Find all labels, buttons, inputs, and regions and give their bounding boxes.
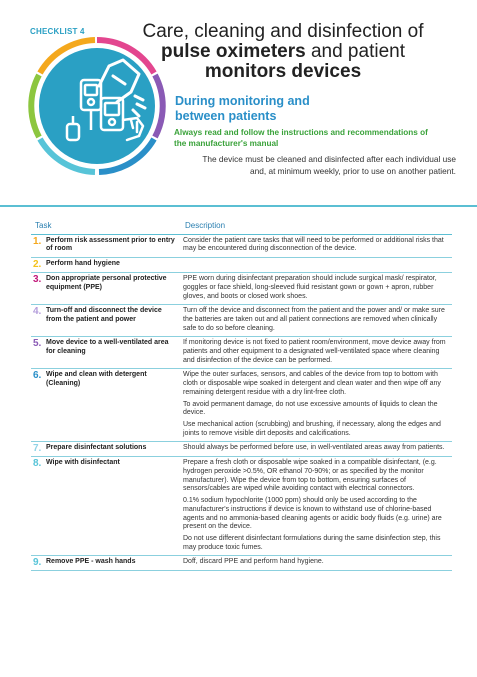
subtitle [175, 94, 375, 124]
task-name: Remove PPE - wash hands [46, 558, 136, 566]
task-cell [31, 369, 181, 442]
step-number: 4. [33, 306, 42, 318]
table-row [31, 457, 452, 556]
description-paragraph: Do not use different disinfectant formulations during the same disinfection step, this may produce toxic fumes. [183, 534, 441, 551]
description-cell [181, 273, 452, 305]
description-cell [181, 556, 452, 571]
description-paragraph: Turn off the device and disconnect from the patient and the power and/ or make sure the batteries are taken out and all patient connections are removed when clinically safe to do so before cleaning. [183, 307, 445, 332]
task-rows [31, 234, 452, 571]
step-number: 9. [33, 557, 42, 569]
task-column-header: Task [31, 220, 181, 234]
task-cell [31, 234, 181, 257]
description-paragraph: Wipe the outer surfaces, sensors, and cables of the device from top to bottom with cloth or disposable wipe soaked in detergent and clean water and then wipe off any remaining detergent residue with a dry lint-free cloth. [183, 371, 441, 396]
table-row [31, 369, 452, 442]
description-cell [181, 234, 452, 257]
task-name: Perform hand hygiene [46, 260, 120, 268]
task-cell [31, 442, 181, 457]
description-cell [181, 442, 452, 457]
table-header-row [31, 220, 452, 234]
subtitle-line-1: During monitoring and [175, 94, 310, 108]
task-cell [31, 258, 181, 273]
task-cell [31, 337, 181, 369]
task-name: Don appropriate personal protective equipment (PPE) [46, 275, 167, 291]
description-cell [181, 258, 452, 273]
table-row [31, 556, 452, 571]
step-number: 2. [33, 259, 42, 271]
title-rest-part: and patient [305, 41, 405, 62]
description-paragraph: Prepare a fresh cloth or disposable wipe soaked in a compatible disinfectant, (e.g. hydrogen peroxide >0.5%, OR ethanol 70-90%; or as specified by the monitor manufacturer). Wipe the device from top to bottom, ensuring surfaces of sensors/cables are wiped while avoiding contact with electrical connectors. [183, 459, 437, 493]
task-table [31, 220, 452, 571]
step-number: 6. [33, 370, 42, 382]
description-paragraph: If monitoring device is not fixed to patient room/environment, move device away from patients and other equipment to a designated well-ventilated space where cleaning and disinfection of the device can be performed. [183, 339, 446, 364]
description-paragraph: Use mechanical action (scrubbing) and brushing, if necessary, along the edges and joints to remove visible dirt deposits and calcifications. [183, 420, 441, 437]
task-name: Move device to a well-ventilated area for cleaning [46, 339, 169, 356]
title-bold-part: pulse oximeters [161, 41, 306, 62]
title-line-2 [118, 42, 448, 62]
task-cell [31, 273, 181, 305]
table-row [31, 337, 452, 369]
table-row [31, 258, 452, 273]
description-cell [181, 337, 452, 369]
subtitle-line-2: between patients [175, 109, 277, 123]
table-row [31, 305, 452, 337]
description-paragraph: Doff, discard PPE and perform hand hygiene. [183, 558, 324, 566]
cleaning-frequency-note [156, 154, 456, 177]
task-cell [31, 556, 181, 571]
task-name: Turn-off and disconnect the device from the patient and power [46, 307, 162, 323]
description-cell [181, 369, 452, 442]
table-row [31, 442, 452, 457]
step-number: 7. [33, 443, 42, 455]
title-line-3: monitors devices [204, 61, 362, 82]
description-cell [181, 457, 452, 556]
note-line-1: The device must be cleaned and disinfected after each individual use [202, 154, 456, 164]
task-name: Perform risk assessment prior to entry of room [46, 236, 175, 253]
description-paragraph: PPE worn during disinfectant preparation should include surgical mask/ respirator, goggles or face shield, long-sleeved fluid resistant gown or gown + apron, rubber gloves, and boots or closed work shoes. [183, 275, 437, 300]
task-name: Wipe with disinfectant [46, 459, 120, 467]
manufacturer-instructions [174, 128, 464, 149]
description-paragraph: 0.1% sodium hypochlorite (1000 ppm) should only be used according to the manufacturer's instructions if device is known to withstand use of chlorine-based agents and no ammonia-based cleaning agents or acidic body fluids (e.g. urine) are present on the device. [183, 497, 442, 531]
description-cell [181, 305, 452, 337]
instructions-line-2: the manufacturer's manual [174, 138, 279, 148]
title-line-1: Care, cleaning and disinfection of [142, 21, 424, 42]
note-line-2: and, at minimum weekly, prior to use on another patient. [250, 165, 456, 176]
table-row [31, 234, 452, 257]
description-paragraph: To avoid permanent damage, do not use excessive amounts of liquids to clean the device. [183, 400, 438, 417]
section-divider [0, 205, 477, 207]
instructions-line-1: Always read and follow the instructions and recommendations of [174, 128, 428, 137]
description-paragraph: Consider the patient care tasks that will need to be performed or additional risks that may be encountered during disconnection of the device. [183, 236, 444, 253]
step-number: 8. [33, 458, 42, 470]
checklist-label: CHECKLIST 4 [30, 27, 85, 36]
description-column-header: Description [181, 220, 452, 234]
description-paragraph: Should always be performed before use, in well-ventilated areas away from patients. [183, 444, 445, 452]
step-number: 5. [33, 338, 42, 350]
task-name: Prepare disinfectant solutions [46, 444, 147, 452]
page-title [118, 22, 448, 82]
step-number: 3. [33, 274, 42, 286]
task-name: Wipe and clean with detergent (Cleaning) [46, 371, 147, 388]
step-number: 1. [33, 235, 42, 247]
task-cell [31, 457, 181, 556]
task-cell [31, 305, 181, 337]
table-row [31, 273, 452, 305]
